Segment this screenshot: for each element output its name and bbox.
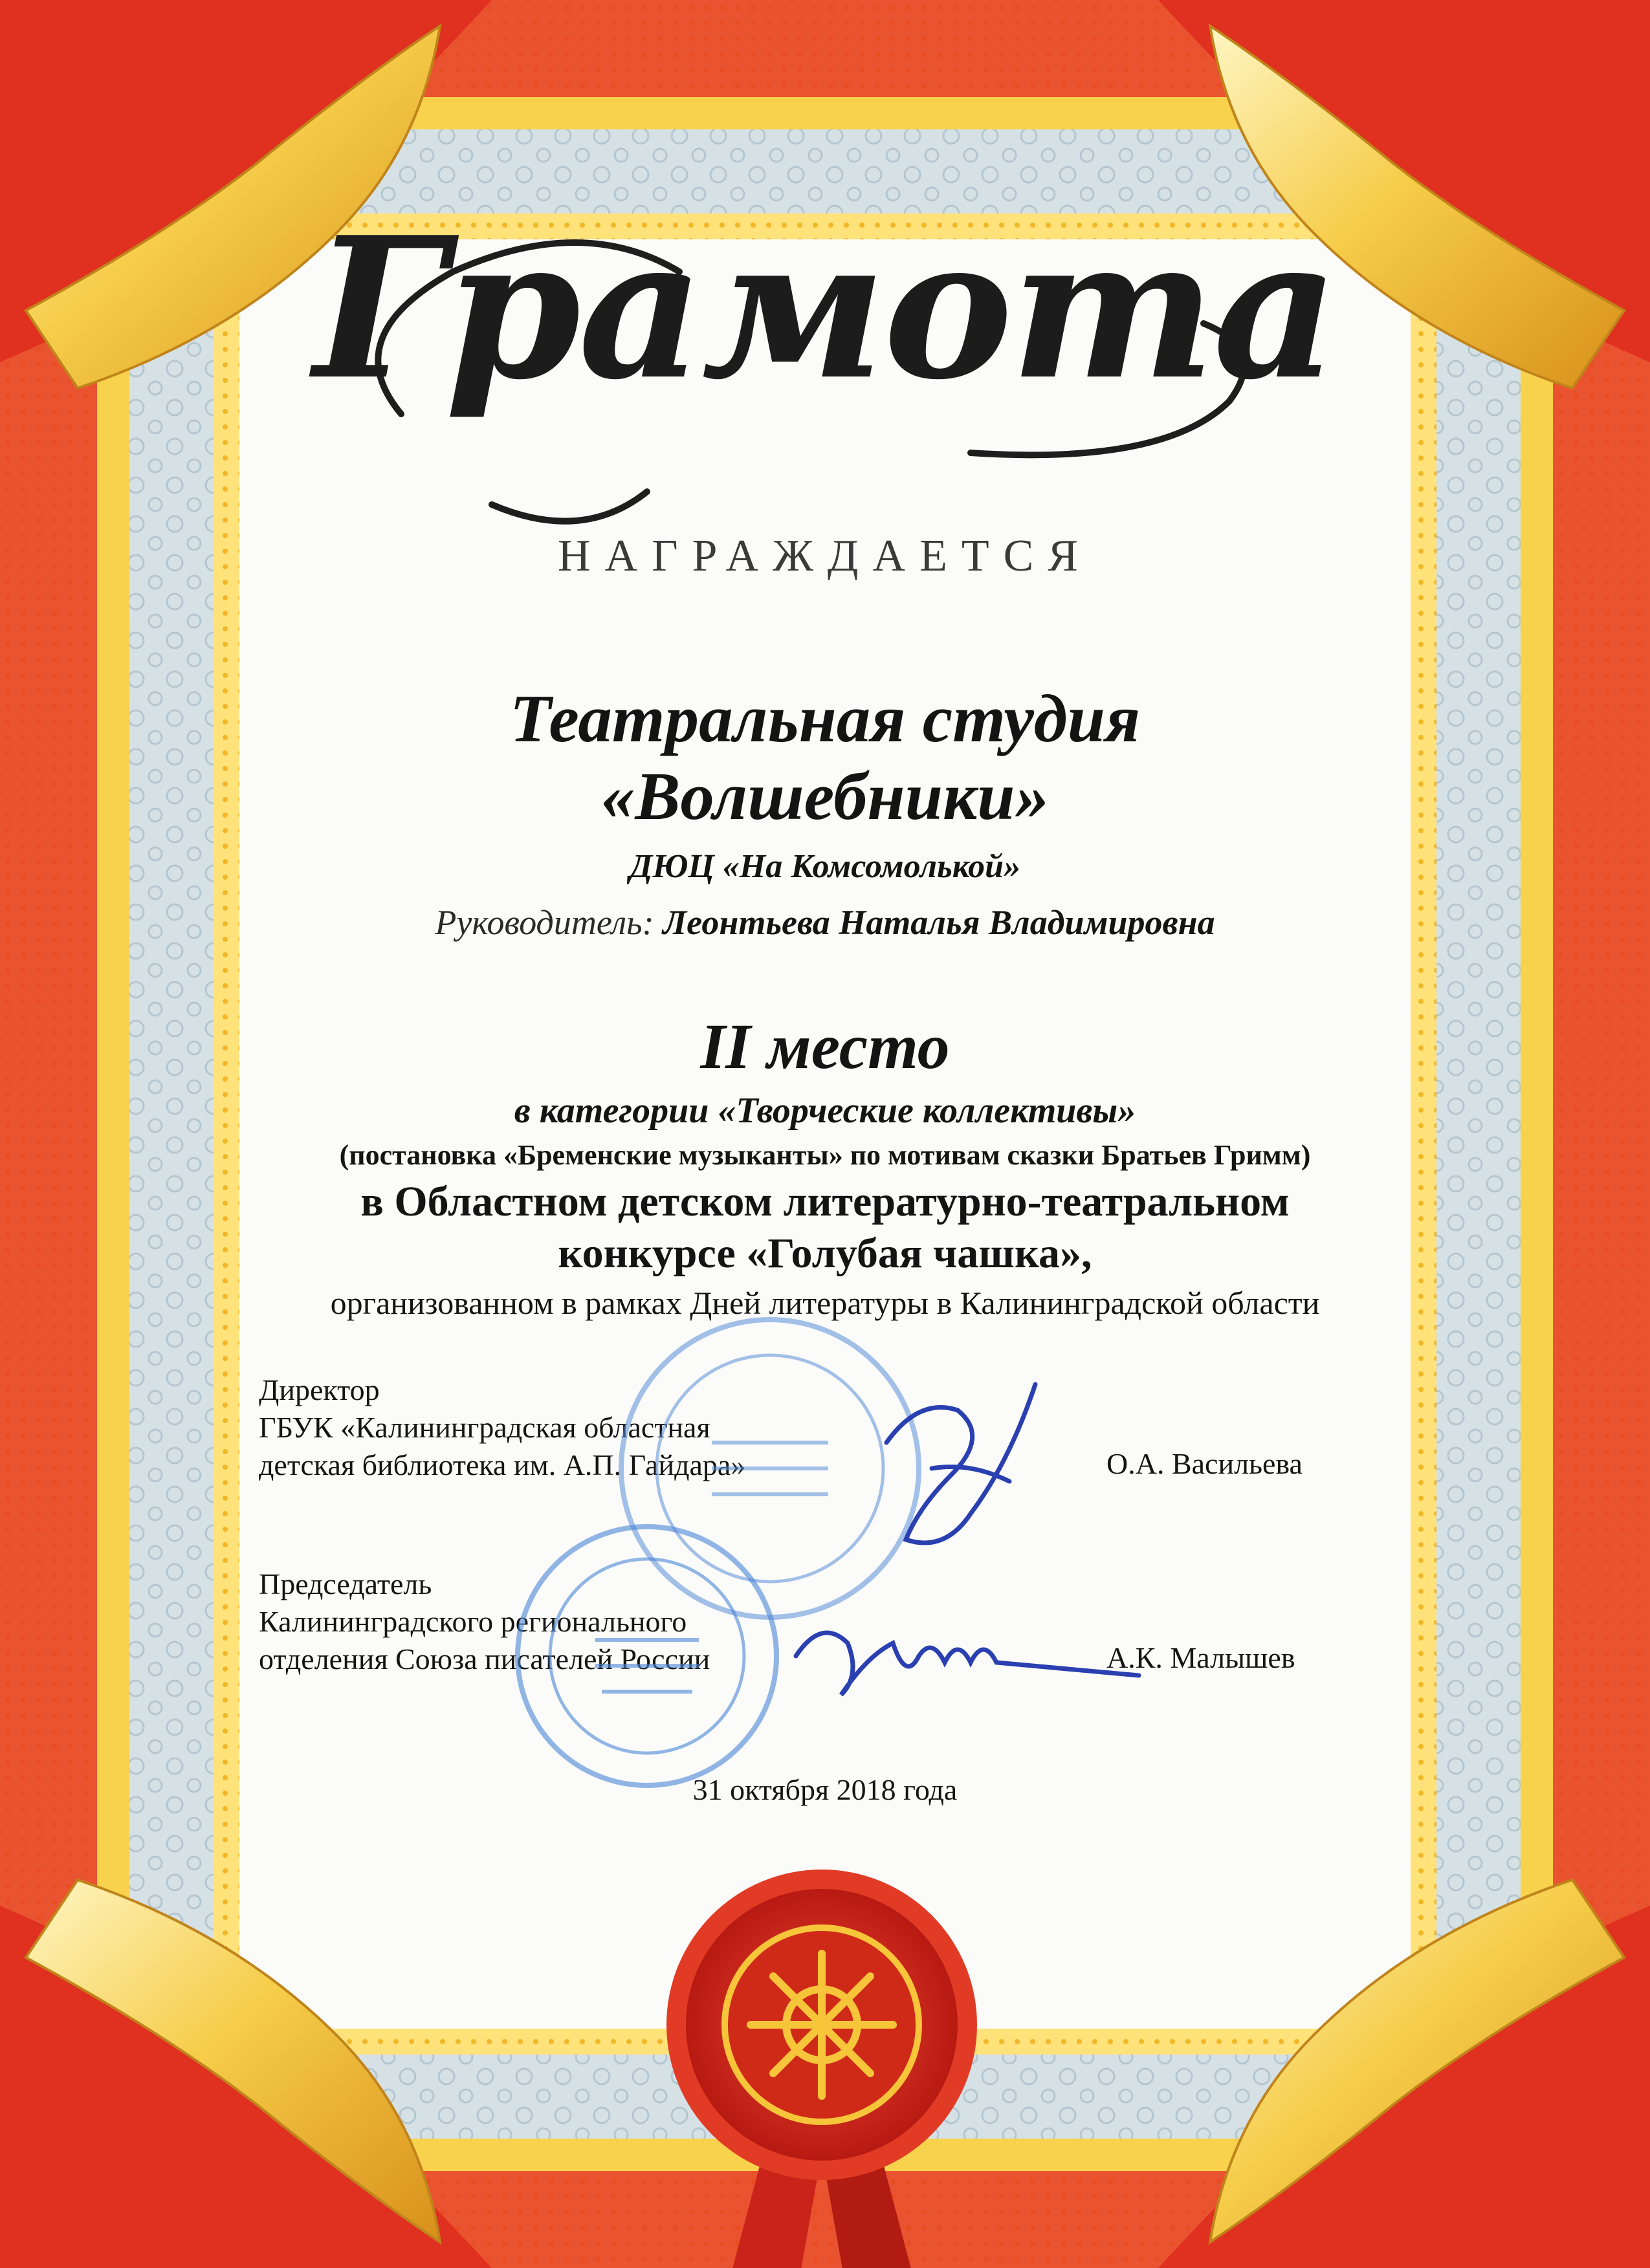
leader-label: Руководитель:: [435, 903, 663, 942]
chairman-org-line1: Калининградского регионального: [259, 1605, 687, 1638]
chairman-signature-block: [259, 1565, 710, 1678]
leader-name: Леонтьева Наталья Владимировна: [663, 903, 1215, 942]
certificate-title: Грамота: [313, 194, 1337, 422]
director-signature-block: [259, 1371, 745, 1484]
awarded-label: НАГРАЖДАЕТСЯ: [557, 531, 1093, 581]
paper: [239, 239, 1411, 2029]
contest-line2: конкурсе «Голубая чашка»,: [558, 1230, 1092, 1277]
director-name: О.А. Васильева: [1106, 1447, 1303, 1480]
chairman-title: Председатель: [259, 1567, 432, 1600]
recipient-organization: ДЮЦ «На Комсомолькой»: [629, 848, 1021, 885]
director-org-line2: детская библиотека им. А.П. Гайдара»: [259, 1448, 746, 1481]
place-heading: II место: [700, 1010, 950, 1082]
contest-line1: в Областном детском литературно-театральном: [360, 1178, 1290, 1225]
organized-line: организованном в рамках Дней литературы в Калининградской области: [330, 1285, 1320, 1321]
chairman-org-line2: отделения Союза писателей России: [259, 1642, 710, 1675]
chairman-name: А.К. Малышев: [1106, 1641, 1295, 1674]
recipient-name-line1: Театральная студия: [509, 681, 1141, 756]
leader-line: [0, 902, 1650, 943]
director-org-line1: ГБУК «Калининградская областная: [259, 1411, 710, 1444]
recipient-name-line2: «Волшебники»: [600, 758, 1050, 834]
director-title: Директор: [259, 1373, 380, 1406]
production-line: (постановка «Бременские музыканты» по мотивам сказки Братьев Гримм): [339, 1139, 1311, 1171]
date-line: 31 октября 2018 года: [692, 1773, 958, 1806]
category-line: в категории «Творческие коллективы»: [514, 1091, 1136, 1131]
